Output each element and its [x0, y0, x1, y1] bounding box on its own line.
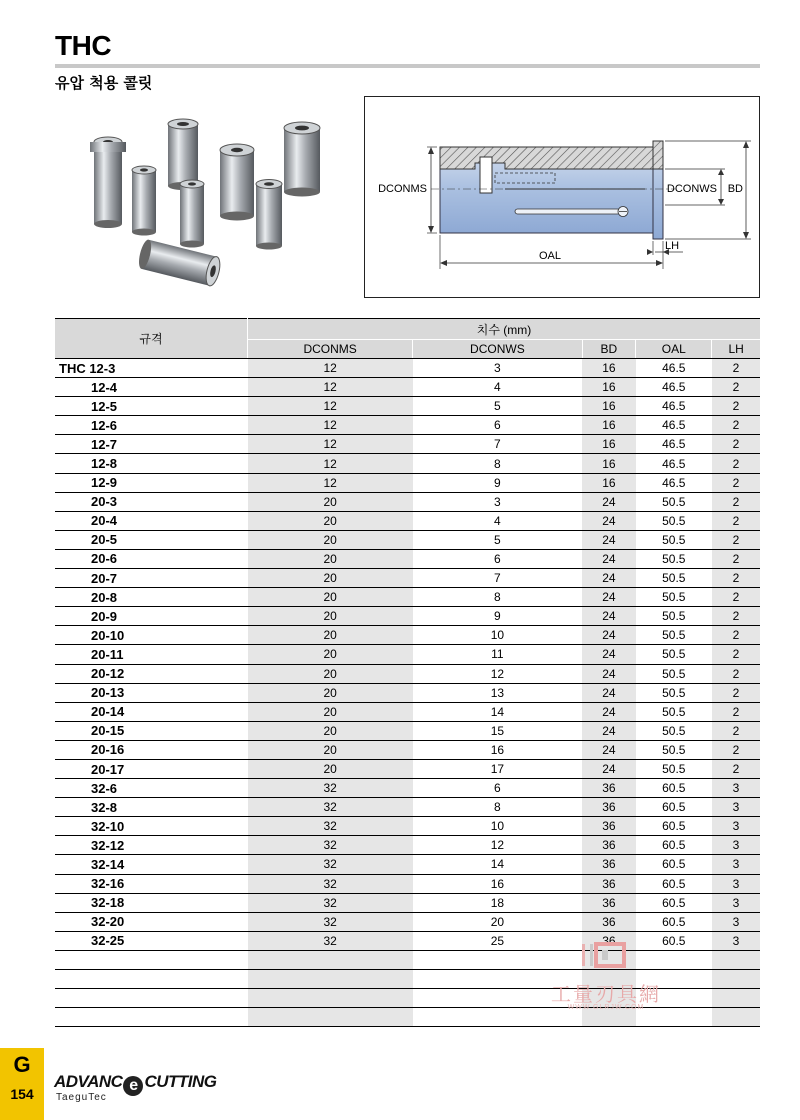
cell-dconms: 20 — [248, 740, 413, 759]
cell-dconms: 32 — [248, 798, 413, 817]
cell-oal: 46.5 — [636, 416, 712, 435]
spec-table-body — [55, 359, 760, 1027]
cell-lh: 3 — [712, 855, 760, 874]
cell-code: 20-3 — [55, 492, 248, 511]
cell-code: 32-6 — [55, 779, 248, 798]
column-header-oal: OAL — [636, 340, 712, 359]
cell-code: 12-7 — [55, 435, 248, 454]
cell-lh: 2 — [712, 759, 760, 778]
cell-dconms: 20 — [248, 588, 413, 607]
cell-code: 32-16 — [55, 874, 248, 893]
cell-bd: 24 — [582, 511, 636, 530]
section-letter: G — [13, 1052, 31, 1077]
cell-oal: 46.5 — [636, 359, 712, 378]
cell-empty — [248, 970, 413, 989]
table-row — [55, 359, 760, 378]
cell-dconws: 14 — [413, 855, 582, 874]
cell-dconws: 20 — [413, 912, 582, 931]
cell-dconms: 32 — [248, 874, 413, 893]
table-row — [55, 931, 760, 950]
column-header-bd: BD — [582, 340, 636, 359]
cell-dconws: 7 — [413, 569, 582, 588]
cell-dconms: 12 — [248, 454, 413, 473]
cell-dconws: 3 — [413, 359, 582, 378]
cell-bd: 16 — [582, 359, 636, 378]
column-header-lh: LH — [712, 340, 760, 359]
cell-lh: 2 — [712, 588, 760, 607]
cell-lh: 3 — [712, 893, 760, 912]
cell-bd: 16 — [582, 435, 636, 454]
cell-lh: 3 — [712, 836, 760, 855]
brand-e-mark: e — [123, 1076, 143, 1096]
watermark-url: WWW.GLRJW.COM — [567, 1004, 645, 1011]
cell-bd: 36 — [582, 912, 636, 931]
table-row — [55, 779, 760, 798]
table-row — [55, 759, 760, 778]
table-row — [55, 626, 760, 645]
cell-lh: 2 — [712, 702, 760, 721]
cell-dconms: 20 — [248, 759, 413, 778]
cell-oal: 50.5 — [636, 645, 712, 664]
cell-code: 20-8 — [55, 588, 248, 607]
cell-code: 12-9 — [55, 473, 248, 492]
table-row — [55, 893, 760, 912]
cell-dconms: 32 — [248, 893, 413, 912]
brand-sub: TaeguTec — [56, 1092, 107, 1103]
cell-empty — [413, 950, 582, 969]
table-row — [55, 798, 760, 817]
cell-dconms: 20 — [248, 549, 413, 568]
cell-oal: 50.5 — [636, 549, 712, 568]
cell-lh: 2 — [712, 378, 760, 397]
table-row — [55, 435, 760, 454]
cell-oal: 60.5 — [636, 836, 712, 855]
cell-empty — [636, 1008, 712, 1027]
cell-code: 32-20 — [55, 912, 248, 931]
cell-lh: 2 — [712, 416, 760, 435]
empty-row — [55, 970, 760, 989]
cell-empty — [582, 1008, 636, 1027]
cell-lh: 2 — [712, 645, 760, 664]
cell-dconws: 6 — [413, 549, 582, 568]
cell-dconws: 8 — [413, 588, 582, 607]
cell-dconws: 9 — [413, 473, 582, 492]
cell-empty — [248, 1008, 413, 1027]
cell-lh: 3 — [712, 798, 760, 817]
collet-image — [132, 166, 156, 236]
cell-oal: 60.5 — [636, 874, 712, 893]
cell-empty — [413, 970, 582, 989]
table-row — [55, 683, 760, 702]
cell-code: 32-10 — [55, 817, 248, 836]
cell-lh: 2 — [712, 492, 760, 511]
cell-code: 20-14 — [55, 702, 248, 721]
cell-bd: 16 — [582, 473, 636, 492]
table-row — [55, 817, 760, 836]
cell-dconws: 17 — [413, 759, 582, 778]
cell-code: 20-13 — [55, 683, 248, 702]
cell-empty — [712, 989, 760, 1008]
cell-oal: 50.5 — [636, 740, 712, 759]
table-row — [55, 855, 760, 874]
cell-empty — [248, 950, 413, 969]
cell-code: 12-5 — [55, 397, 248, 416]
cell-lh: 2 — [712, 626, 760, 645]
cell-empty — [582, 950, 636, 969]
cell-empty — [636, 950, 712, 969]
cell-bd: 24 — [582, 530, 636, 549]
label-oal: OAL — [538, 250, 562, 262]
cell-empty — [248, 989, 413, 1008]
cell-dconms: 12 — [248, 473, 413, 492]
cell-dconms: 32 — [248, 779, 413, 798]
cell-dconms: 20 — [248, 530, 413, 549]
cell-oal: 50.5 — [636, 683, 712, 702]
cell-dconws: 5 — [413, 397, 582, 416]
cell-dconws: 16 — [413, 740, 582, 759]
cell-oal: 50.5 — [636, 511, 712, 530]
cell-bd: 24 — [582, 740, 636, 759]
cell-bd: 24 — [582, 759, 636, 778]
label-bd: BD — [727, 183, 743, 195]
cell-bd: 24 — [582, 588, 636, 607]
cell-code-empty — [55, 1008, 248, 1027]
cell-lh: 2 — [712, 607, 760, 626]
cell-dconws: 7 — [413, 435, 582, 454]
cell-lh: 2 — [712, 359, 760, 378]
cell-bd: 24 — [582, 569, 636, 588]
cell-bd: 16 — [582, 397, 636, 416]
cell-bd: 16 — [582, 378, 636, 397]
cell-dconws: 25 — [413, 931, 582, 950]
cell-empty — [712, 970, 760, 989]
column-header-dconws: DCONWS — [413, 340, 582, 359]
cell-code: 20-11 — [55, 645, 248, 664]
cell-dconws: 10 — [413, 817, 582, 836]
cell-empty — [712, 950, 760, 969]
table-row — [55, 836, 760, 855]
table-row — [55, 588, 760, 607]
page-number: 154 — [10, 1086, 34, 1102]
cell-oal: 46.5 — [636, 435, 712, 454]
cell-code: 20-9 — [55, 607, 248, 626]
cell-bd: 36 — [582, 798, 636, 817]
cell-oal: 60.5 — [636, 855, 712, 874]
cell-dconws: 8 — [413, 798, 582, 817]
cell-code: 32-25 — [55, 931, 248, 950]
cell-oal: 60.5 — [636, 779, 712, 798]
collet-image — [168, 119, 198, 190]
table-row — [55, 416, 760, 435]
cell-bd: 24 — [582, 683, 636, 702]
cell-dconms: 32 — [248, 855, 413, 874]
cell-dconws: 12 — [413, 664, 582, 683]
cell-bd: 36 — [582, 931, 636, 950]
table-row — [55, 874, 760, 893]
cell-oal: 50.5 — [636, 588, 712, 607]
cell-dconms: 32 — [248, 912, 413, 931]
cell-code: 20-15 — [55, 721, 248, 740]
empty-row — [55, 989, 760, 1008]
cell-oal: 50.5 — [636, 492, 712, 511]
cell-dconws: 4 — [413, 511, 582, 530]
cell-lh: 3 — [712, 779, 760, 798]
cell-bd: 16 — [582, 454, 636, 473]
brand-name: ADVANC e CUTTING — [54, 1072, 217, 1094]
cell-dconws: 9 — [413, 607, 582, 626]
title-rule — [55, 64, 760, 68]
cell-dconws: 12 — [413, 836, 582, 855]
cell-oal: 46.5 — [636, 397, 712, 416]
collet-image — [137, 239, 223, 288]
cell-code: 20-10 — [55, 626, 248, 645]
cell-dconms: 32 — [248, 931, 413, 950]
cell-empty — [636, 989, 712, 1008]
cell-dconws: 15 — [413, 721, 582, 740]
cell-lh: 2 — [712, 664, 760, 683]
cell-bd: 36 — [582, 874, 636, 893]
cell-oal: 60.5 — [636, 912, 712, 931]
table-row — [55, 473, 760, 492]
cell-dconms: 20 — [248, 702, 413, 721]
cell-empty — [636, 970, 712, 989]
cell-empty — [413, 989, 582, 1008]
page-subtitle: 유압 척용 콜릿 — [55, 74, 153, 92]
cell-code: 20-16 — [55, 740, 248, 759]
cell-oal: 46.5 — [636, 454, 712, 473]
cell-code: 32-12 — [55, 836, 248, 855]
cell-code: 12-8 — [55, 454, 248, 473]
cell-dconws: 6 — [413, 416, 582, 435]
cell-empty — [582, 970, 636, 989]
cell-dconms: 20 — [248, 492, 413, 511]
collet-cross-section — [365, 97, 761, 299]
cell-bd: 36 — [582, 855, 636, 874]
header-spec: 규격 — [55, 319, 248, 359]
cell-bd: 24 — [582, 492, 636, 511]
empty-row — [55, 1008, 760, 1027]
cell-oal: 50.5 — [636, 702, 712, 721]
cell-dconws: 10 — [413, 626, 582, 645]
table-row — [55, 492, 760, 511]
label-lh: LH — [665, 240, 680, 252]
cell-code: 20-4 — [55, 511, 248, 530]
cell-dconws: 18 — [413, 893, 582, 912]
cell-bd: 24 — [582, 645, 636, 664]
cell-dconms: 32 — [248, 836, 413, 855]
cell-code: 20-6 — [55, 549, 248, 568]
collet-image — [284, 122, 320, 197]
cell-oal: 50.5 — [636, 569, 712, 588]
collet-image — [220, 144, 254, 221]
label-dconws: DCONWS — [666, 183, 717, 195]
cell-dconms: 20 — [248, 626, 413, 645]
cell-lh: 2 — [712, 740, 760, 759]
cell-code-empty — [55, 970, 248, 989]
cell-lh: 3 — [712, 874, 760, 893]
cell-code: 32-18 — [55, 893, 248, 912]
cell-lh: 2 — [712, 397, 760, 416]
page-title: THC — [55, 30, 112, 61]
cell-dconws: 11 — [413, 645, 582, 664]
table-row — [55, 664, 760, 683]
cell-bd: 36 — [582, 779, 636, 798]
cell-lh: 2 — [712, 473, 760, 492]
cell-lh: 2 — [712, 721, 760, 740]
table-row — [55, 530, 760, 549]
cell-dconms: 12 — [248, 359, 413, 378]
cell-dconms: 20 — [248, 683, 413, 702]
cell-oal: 60.5 — [636, 893, 712, 912]
cell-bd: 24 — [582, 664, 636, 683]
cell-dconms: 20 — [248, 645, 413, 664]
cell-bd: 24 — [582, 549, 636, 568]
table-row — [55, 397, 760, 416]
collet-image — [90, 137, 126, 228]
cell-bd: 24 — [582, 626, 636, 645]
table-row — [55, 645, 760, 664]
cell-dconws: 3 — [413, 492, 582, 511]
table-row — [55, 549, 760, 568]
cell-dconws: 8 — [413, 454, 582, 473]
cell-oal: 50.5 — [636, 530, 712, 549]
cell-bd: 36 — [582, 817, 636, 836]
cell-lh: 2 — [712, 569, 760, 588]
cell-dconms: 20 — [248, 721, 413, 740]
cell-lh: 3 — [712, 817, 760, 836]
product-photo — [80, 108, 340, 298]
cell-code: THC 12-3 — [55, 359, 248, 378]
cell-code: 12-6 — [55, 416, 248, 435]
cell-dconms: 12 — [248, 416, 413, 435]
cell-bd: 36 — [582, 893, 636, 912]
cell-bd: 24 — [582, 607, 636, 626]
cell-bd: 24 — [582, 721, 636, 740]
cell-code: 20-12 — [55, 664, 248, 683]
cell-lh: 2 — [712, 683, 760, 702]
cell-dconms: 12 — [248, 435, 413, 454]
cell-lh: 3 — [712, 912, 760, 931]
cell-oal: 46.5 — [636, 473, 712, 492]
spec-table — [55, 318, 760, 1027]
cell-dconms: 20 — [248, 569, 413, 588]
table-row — [55, 378, 760, 397]
empty-row — [55, 950, 760, 969]
cell-dconws: 13 — [413, 683, 582, 702]
cell-lh: 2 — [712, 530, 760, 549]
cell-empty — [712, 1008, 760, 1027]
cell-dconws: 5 — [413, 530, 582, 549]
cell-lh: 2 — [712, 435, 760, 454]
cell-bd: 16 — [582, 416, 636, 435]
cell-oal: 60.5 — [636, 798, 712, 817]
cell-dconms: 12 — [248, 397, 413, 416]
cell-dconws: 16 — [413, 874, 582, 893]
cell-dconms: 32 — [248, 817, 413, 836]
cell-code-empty — [55, 950, 248, 969]
table-row — [55, 607, 760, 626]
cell-oal: 50.5 — [636, 721, 712, 740]
cell-code: 32-8 — [55, 798, 248, 817]
cell-dconws: 6 — [413, 779, 582, 798]
collet-image — [256, 180, 282, 250]
table-row — [55, 511, 760, 530]
cell-code: 20-17 — [55, 759, 248, 778]
cell-code: 12-4 — [55, 378, 248, 397]
label-dconms: DCONMS — [378, 183, 427, 195]
section-tab — [0, 1048, 44, 1120]
table-row — [55, 912, 760, 931]
cell-lh: 2 — [712, 454, 760, 473]
table-row — [55, 454, 760, 473]
cell-empty — [413, 1008, 582, 1027]
table-row — [55, 569, 760, 588]
cell-dconms: 20 — [248, 664, 413, 683]
cell-empty — [582, 989, 636, 1008]
cell-oal: 60.5 — [636, 817, 712, 836]
cell-code: 20-5 — [55, 530, 248, 549]
cell-dconws: 4 — [413, 378, 582, 397]
cell-oal: 50.5 — [636, 759, 712, 778]
header-dimensions: 치수 (mm) — [248, 319, 761, 340]
cell-dconms: 20 — [248, 511, 413, 530]
cell-oal: 50.5 — [636, 626, 712, 645]
cell-code-empty — [55, 989, 248, 1008]
cell-lh: 3 — [712, 931, 760, 950]
dimension-diagram — [364, 96, 760, 298]
cell-oal: 50.5 — [636, 607, 712, 626]
watermark-text: 工量刃具網 — [551, 982, 661, 1006]
cell-code: 32-14 — [55, 855, 248, 874]
cell-dconms: 20 — [248, 607, 413, 626]
cell-dconws: 14 — [413, 702, 582, 721]
cell-lh: 2 — [712, 511, 760, 530]
table-row — [55, 702, 760, 721]
table-row — [55, 740, 760, 759]
brand-logo — [54, 1072, 217, 1110]
collet-image — [180, 180, 204, 248]
cell-lh: 2 — [712, 549, 760, 568]
column-header-dconms: DCONMS — [248, 340, 413, 359]
cell-oal: 46.5 — [636, 378, 712, 397]
cell-bd: 24 — [582, 702, 636, 721]
table-row — [55, 721, 760, 740]
cell-oal: 60.5 — [636, 931, 712, 950]
cell-code: 20-7 — [55, 569, 248, 588]
cell-bd: 36 — [582, 836, 636, 855]
cell-oal: 50.5 — [636, 664, 712, 683]
cell-dconms: 12 — [248, 378, 413, 397]
